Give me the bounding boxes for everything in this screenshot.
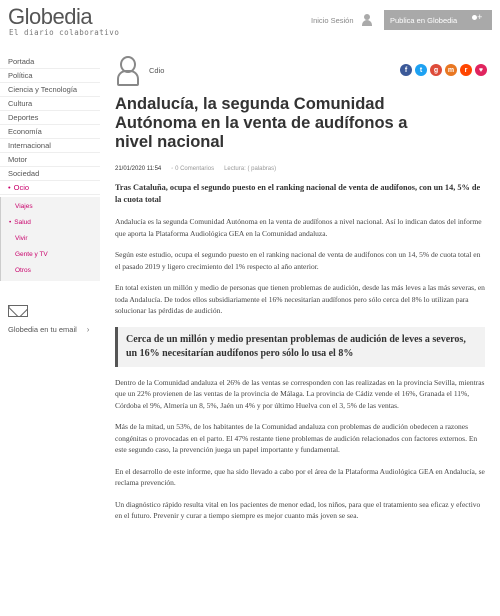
sidebar-item-deportes[interactable]: Deportes — [0, 111, 100, 125]
comments-link[interactable]: ◦ 0 Comentarios — [171, 166, 214, 172]
chevron-right-icon: › — [86, 325, 90, 334]
article-pull-quote: Cerca de un millón y medio presentan problemas de audición de leves a severos, un 16% necesitarían audífonos pero sólo lo usa el 8% — [115, 327, 485, 367]
article-paragraph: En total existen un millón y medio de personas que tienen problemas de audición, desde las más leves a las más severas, en toda Andalucía. De todos ellos subsidiariamente el 16% necesitarían audífonos pero sólo cerca del 8% lo utilizan para solucionar las pérdidas de audición. — [115, 283, 485, 315]
site-tagline: El diario colaborativo — [9, 28, 120, 37]
site-header — [0, 0, 500, 45]
social-share-bar — [400, 64, 487, 76]
article-lead: Tras Cataluña, ocupa el segundo puesto en el ranking nacional de venta de audífonos, con un 14, 5% de la cuota total — [115, 183, 481, 204]
mail-icon — [8, 305, 28, 317]
sidebar-item-ocio[interactable]: • Ocio — [0, 181, 100, 195]
newsletter-block[interactable] — [0, 305, 100, 334]
login-link[interactable] — [311, 14, 374, 26]
article-date: 21/01/2020 11:54 — [115, 166, 162, 172]
heart-icon[interactable]: ♥ — [475, 64, 487, 76]
sidebar-item-ciencia[interactable]: Ciencia y Tecnología — [0, 83, 100, 97]
article-paragraph: Más de la mitad, un 53%, de los habitantes de la Comunidad andaluza con problemas de audición obedecen a razones congénitas o provocadas en el parto. El 47% restante tiene problemas de audición relacionados con factores externos. En este segundo caso, la prevención juega un papel importante y fundamental. — [115, 422, 478, 454]
article-meta — [115, 166, 495, 172]
sidebar-item-cultura[interactable]: Cultura — [0, 97, 100, 111]
article-paragraph: En el desarrollo de este informe, que ha sido llevado a cabo por el área de la Plataforma Audiológica GEA en Andalucía, se reclama prevención. — [115, 466, 485, 487]
newsletter-link[interactable] — [8, 325, 100, 334]
article-paragraph: Según este estudio, ocupa el segundo puesto en el ranking nacional de venta de audífonos con un 14, 5% de cuota total en el pasado 2019 y ligero crecimiento del 1% respecto al año anterior. — [115, 250, 481, 271]
sidebar-item-portada[interactable]: Portada — [0, 55, 100, 69]
site-logo[interactable]: Globedia — [8, 4, 93, 29]
article — [115, 55, 495, 522]
article-paragraph: Un diagnóstico rápido resulta vital en los pacientes de menor edad, los niños, para que el tratamiento sea eficaz y efectivo en el futuro. Prevenir y curar a tiempo siempre es mejor cuanto más joven se sea. — [115, 499, 481, 520]
article-paragraph: Dentro de la Comunidad andaluza el 26% de las ventas se corresponden con las realizadas en la provincia Sevilla, mientras que un 22% provienen de las ventas de la provincia de Málaga. La provincia de Cádiz vende el 16%, Granada el 11%, Córdoba el 9%, Almería un 8, 5%, Jaén un 4% y por último Huelva con el 3, 5% de las ventas. — [115, 377, 485, 410]
sidebar-item-politica[interactable]: Política — [0, 69, 100, 83]
sidebar-subitem-gente-tv[interactable]: Gente y TV — [15, 251, 48, 258]
login-label: Inicio Sesión — [311, 15, 354, 25]
facebook-icon[interactable]: f — [400, 64, 412, 76]
sidebar-item-internacional[interactable]: Internacional — [0, 139, 100, 153]
publish-button[interactable] — [384, 10, 492, 30]
reading-time: Lectura: ( palabras) — [224, 166, 277, 172]
author-name[interactable]: Cdio — [149, 65, 165, 75]
article-paragraph: Andalucía es la segunda Comunidad Autónoma en la venta de audífonos a nivel nacional. Así lo indican datos del informe que aporta la Plataforma Audiológica GEA en la Comunidad andaluza. — [115, 217, 482, 238]
sidebar-item-motor[interactable]: Motor — [0, 153, 100, 167]
sidebar-item-sociedad[interactable]: Sociedad — [0, 167, 100, 181]
sidebar-nav — [0, 55, 100, 334]
author-avatar-icon[interactable] — [115, 56, 139, 84]
sidebar-subitem-otros[interactable]: Otros — [15, 267, 31, 274]
user-icon — [360, 14, 374, 26]
reddit-icon[interactable]: r — [460, 64, 472, 76]
sidebar-subitem-vivir[interactable]: Vivir — [15, 235, 28, 242]
ocio-submenu — [0, 197, 100, 281]
google-plus-icon[interactable]: g — [430, 64, 442, 76]
add-user-icon — [471, 15, 483, 25]
newsletter-label: Globedia en tu email — [8, 325, 77, 334]
sidebar-item-economia[interactable]: Economía — [0, 125, 100, 139]
meneame-icon[interactable]: m — [445, 64, 457, 76]
publish-label: Publica en Globedia — [390, 15, 458, 25]
sidebar-subitem-viajes[interactable]: Viajes — [15, 203, 33, 210]
sidebar-subitem-salud[interactable]: • Salud — [1, 215, 100, 231]
twitter-icon[interactable]: t — [415, 64, 427, 76]
article-title: Andalucía, la segunda Comunidad Autónoma en la venta de audífonos a nivel nacional — [115, 95, 408, 151]
